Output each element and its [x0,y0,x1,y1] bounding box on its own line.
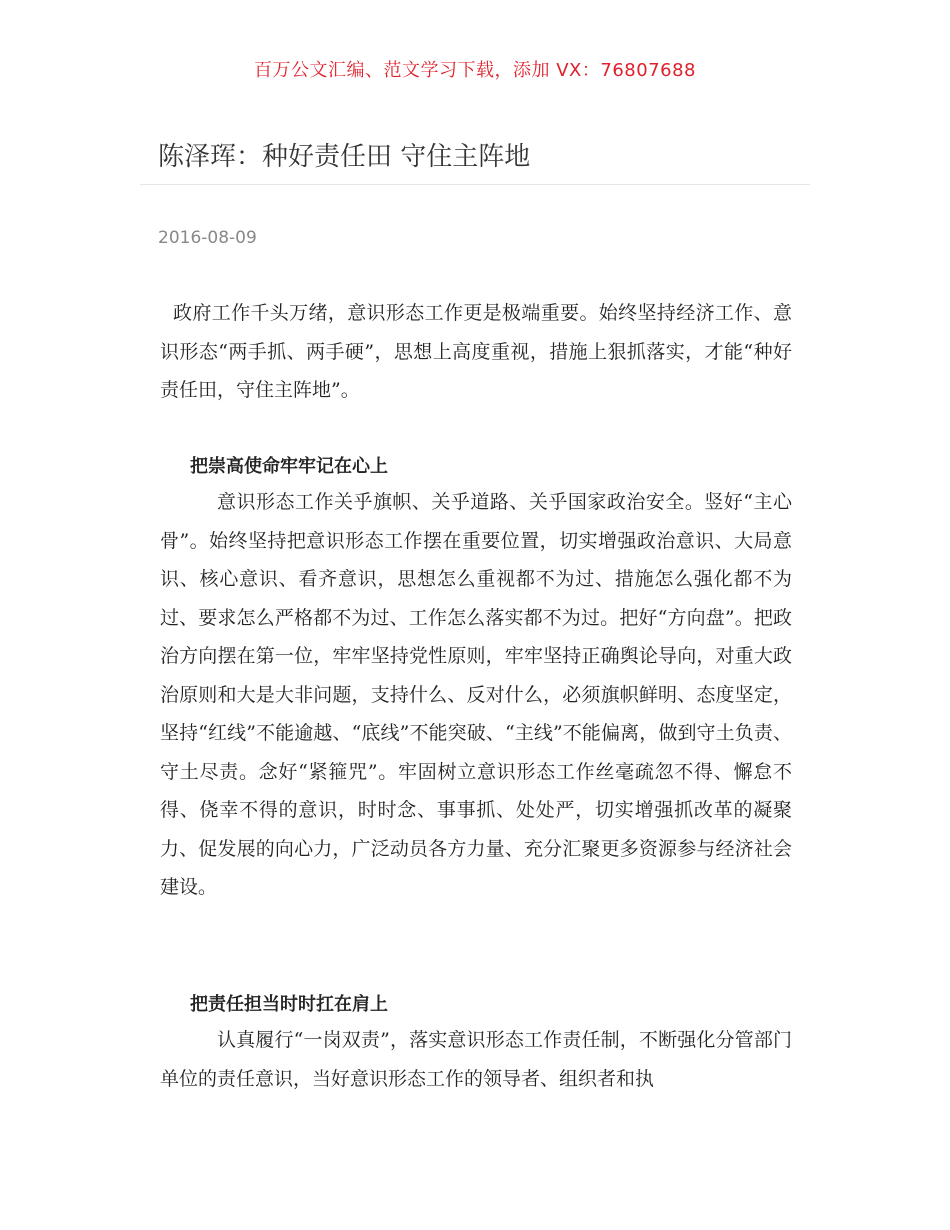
intro-paragraph: 政府工作千头万绪，意识形态工作更是极端重要。始终坚持经济工作、意识形态“两手抓、两手硬”，思想上高度重视，措施上狠抓落实，才能“种好责任田，守住主阵地”。 [160,302,792,401]
title-divider [140,184,810,185]
section-heading: 把责任担当时时扛在肩上 [190,994,388,1015]
section-heading: 把崇高使命牢牢记在心上 [190,456,388,477]
section-paragraph: 认真履行“一岗双责”，落实意识形态工作责任制，不断强化分管部门单位的责任意识，当好意识形态工作的领导者、组织者和执 [160,1029,792,1090]
publish-date: 2016-08-09 [158,228,257,248]
watermark-banner: 百万公文汇编、范文学习下载，添加 VX：76807688 [254,60,696,81]
article-title: 陈泽珲：种好责任田 守住主阵地 [158,142,531,172]
section-paragraph: 意识形态工作关乎旗帜、关乎道路、关乎国家政治安全。竖好“主心骨”。始终坚持把意识形态工作摆在重要位置，切实增强政治意识、大局意识、核心意识、看齐意识，思想怎么重视都不为过、措施怎么强化都不为过、要求怎么严格都不为过、工作怎么落实都不为过。把好“方向盘”。把政治方向摆在第一位，牢牢坚持党性原则，牢牢坚持正确舆论导向，对重大政治原则和大是大非问题，支持什么、反对什么，必须旗帜鲜明、态度坚定，坚持“红线”不能逾越、“底线”不能突破、“主线”不能偏离，做到守土负责、守土尽责。念好“紧箍咒”。牢固树立意识形态工作丝毫疏忽不得、懈怠不得、侥幸不得的意识，时时念、事事抓、处处严，切实增强抓改革的凝聚力、促发展的向心力，广泛动员各方力量、充分汇聚更多资源参与经济社会建设。 [160,491,792,898]
